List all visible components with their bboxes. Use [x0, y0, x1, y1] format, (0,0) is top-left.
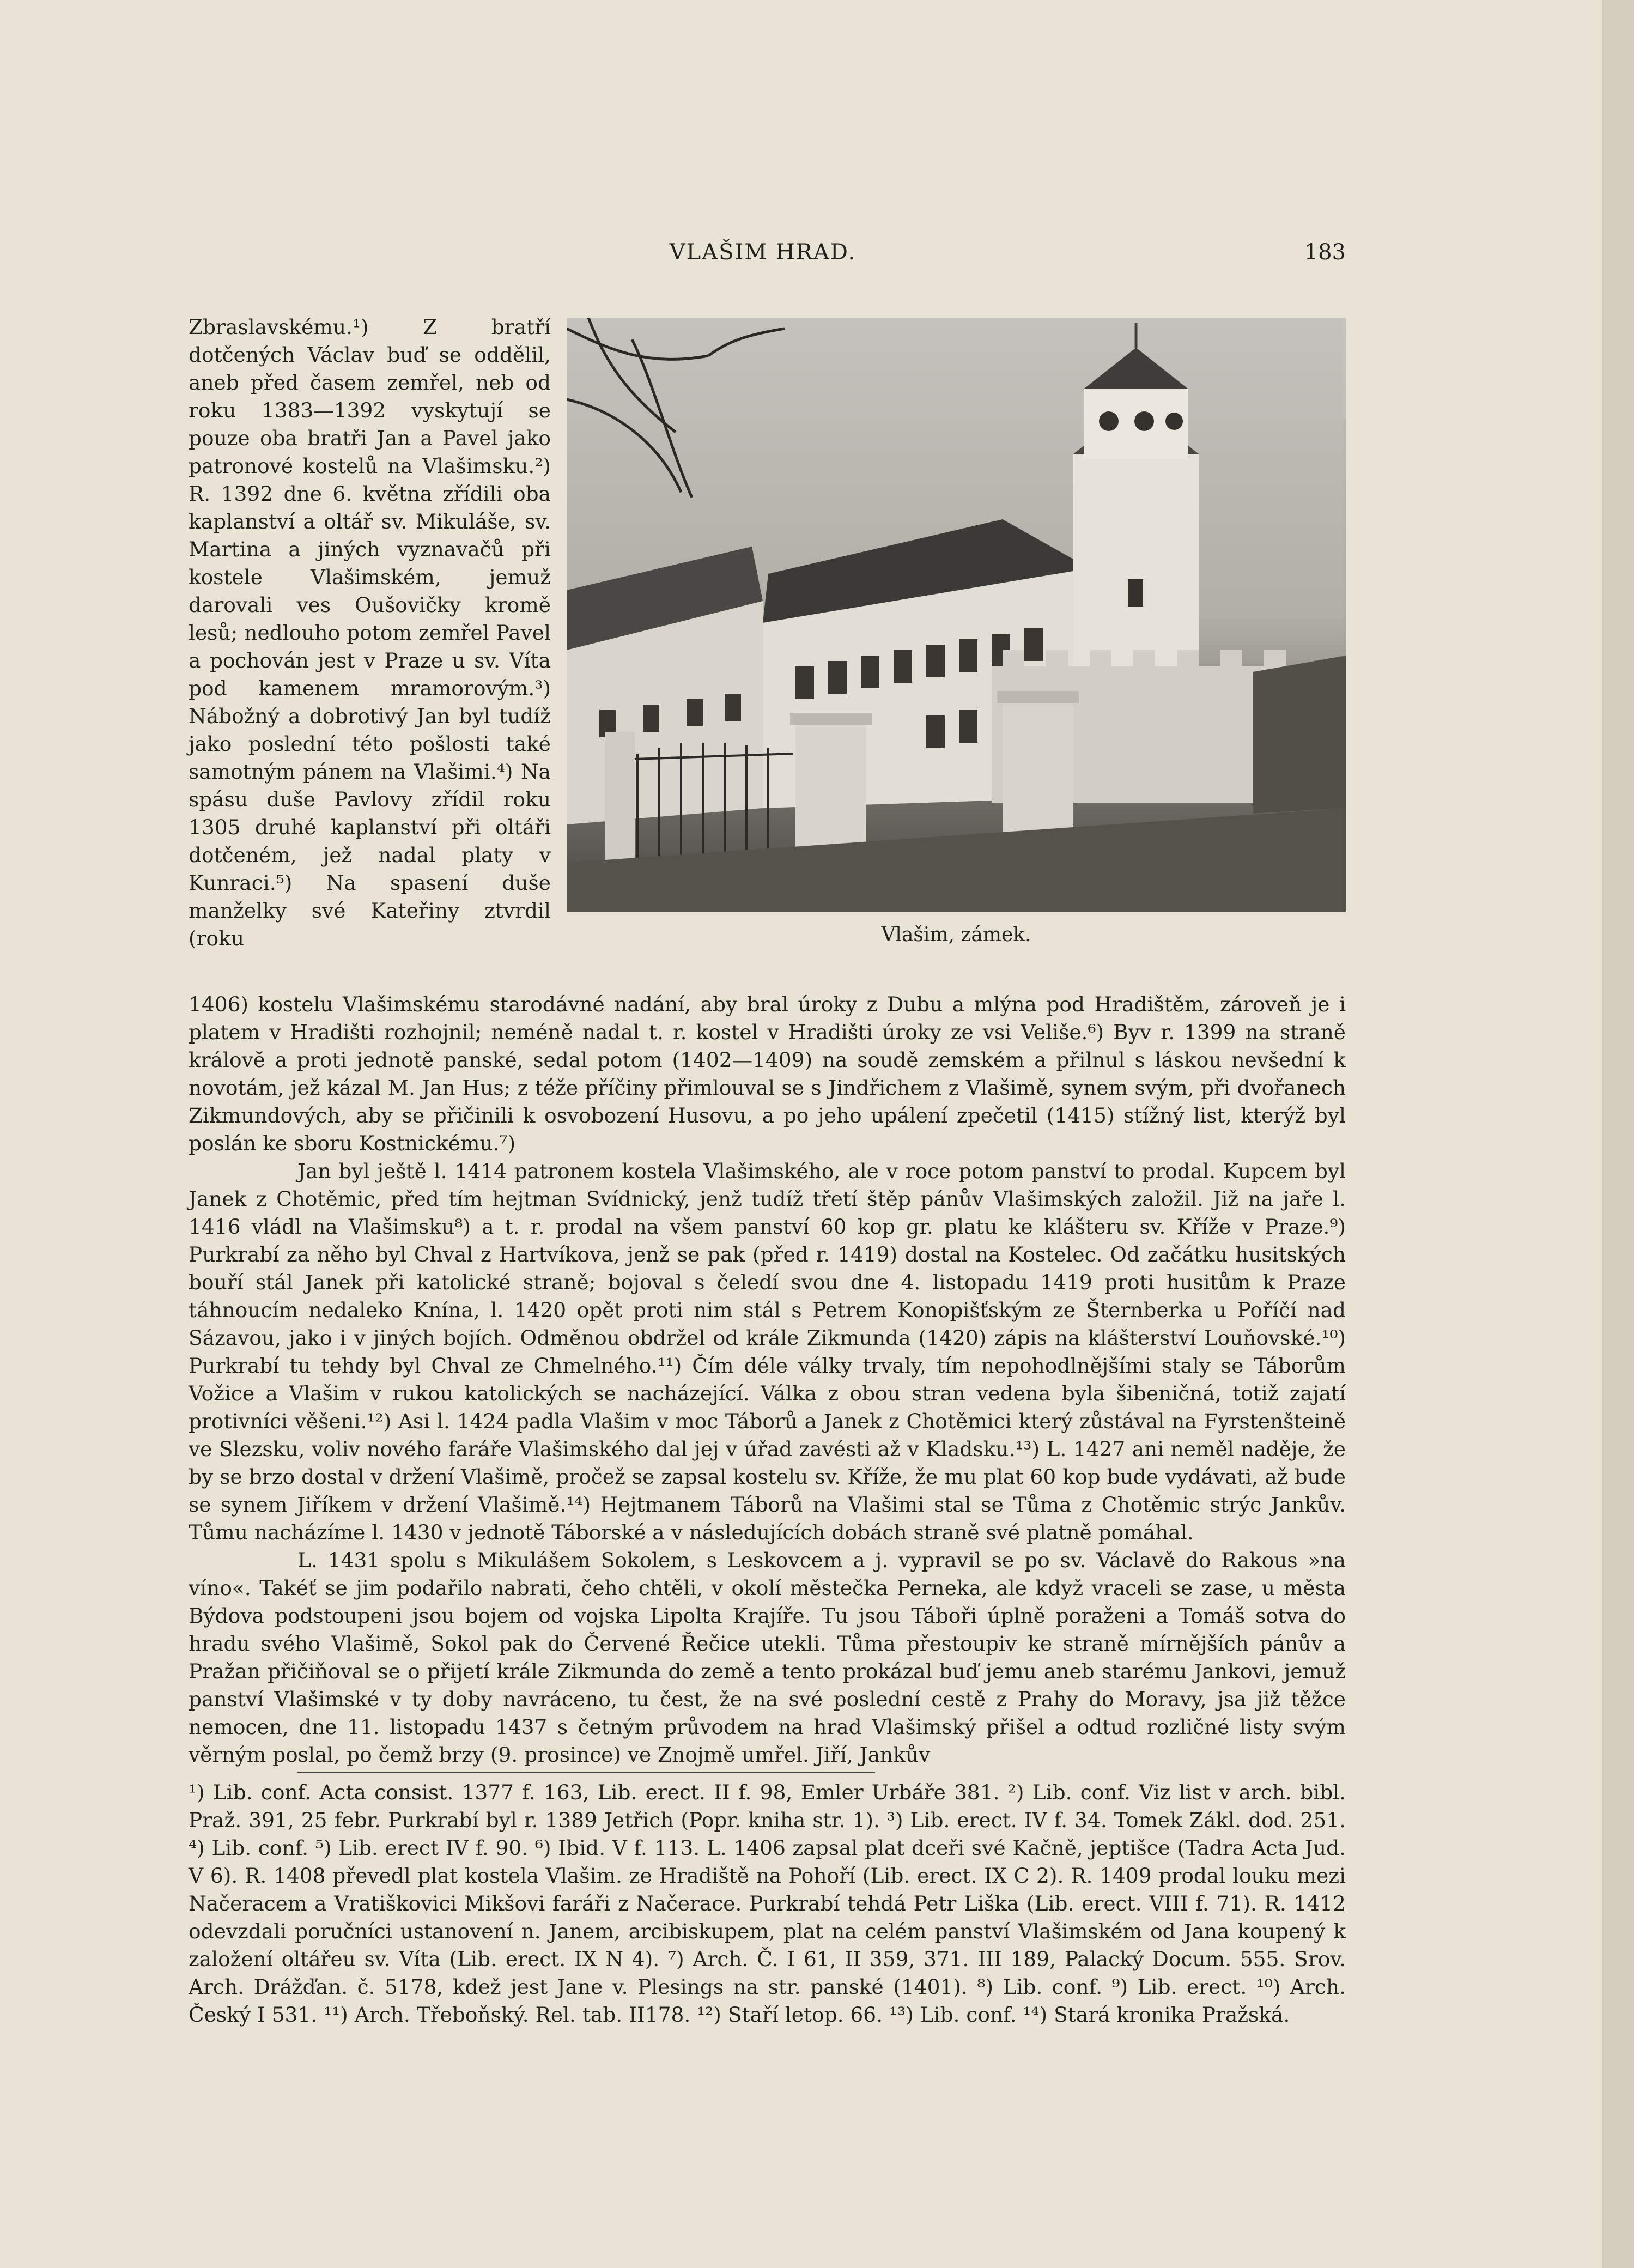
page-edge [1602, 0, 1634, 2268]
body-text [189, 991, 1346, 2029]
running-title: VLAŠIM HRAD. [669, 240, 857, 265]
running-header [180, 240, 1346, 272]
castle-figure [567, 318, 1346, 946]
footnotes: ¹) Lib. conf. Acta consist. 1377 f. 163, Lib. erect. II f. 98, Emler Urbáře 381. ²) Lib. conf. Viz list v arch. bibl. Praž. 391, 25 febr. Purkrabí byl r. 1389 Jetřich (Popr. kniha str. 1). ³) Lib. erect. IV f. 34. Tomek Zákl. dod. 251. ⁴) Lib. conf. ⁵) Lib. erect IV f. 90. ⁶) Ibid. V f. 113. L. 1406 zapsal plat dceři své Kačně, jeptišce (Tadra Acta Jud. V 6). R. 1408 převedl plat kostela Vlašim. ze Hradiště na Pohoří (Lib. erect. IX C 2). R. 1409 prodal louku mezi Načeracem a Vratiškovici Mikšovi faráři z Načerace. Purkrabí tehdá Petr Liška (Lib. erect. VIII f. 71). R. 1412 odevzdali poručníci ustanovení n. Janem, arcibiskupem, plat na celém panství Vlašimském od Jana koupený k založení oltářeu sv. Víta (Lib. erect. IX N 4). ⁷) Arch. Č. I 61, II 359, 371. III 189, Palacký Docum. 555. Srov. Arch. Drážďan. č. 5178, kdež jest Jane v. Plesings na str. panské (1401). ⁸) Lib. conf. ⁹) Lib. erect. ¹⁰) Arch. Český I 531. ¹¹) Arch. Třeboňský. Rel. tab. II178. ¹²) Staří letop. 66. ¹³) Lib. conf. ¹⁴) Stará kronika Pražská. [189, 1780, 1346, 2027]
paragraph-2: Jan byl ještě l. 1414 patronem kostela Vlašimského, ale v roce potom panství to prodal. Kupcem byl Janek z Chotěmic, před tím hejtman Svídnický, jenž tudíž třetí štěp pánův Vlašimských založil. Již na jaře l. 1416 vládl na Vlašimsku⁸) a t. r. prodal na všem panství 60 kop gr. platu ke klášteru sv. Kříže v Praze.⁹) Purkrabí za něho byl Chval z Hartvíkova, jenž se pak (před r. 1419) dostal na Kostelec. Od začátku husitských bouří stál Janek při katolické straně; bojoval s čeledí svou dne 4. listopadu 1419 proti husitům k Praze táhnoucím nedaleko Knína, l. 1420 opět proti nim stál s Petrem Konopišťským ze Šternberka u Poříčí nad Sázavou, jako i v jiných bojích. Odměnou obdržel od krále Zikmunda (1420) zápis na klášterství Louňovské.¹⁰) Purkrabí tu tehdy byl Chval ze Chmelného.¹¹) Čím déle války trvaly, tím nepohodlnějšími staly se Táborům Vožice a Vlašim v rukou katolických se nacházející. Válka z obou stran vedena byla šibeničná, totiž zajatí protivníci věšeni.¹²) Asi l. 1424 padla Vlašim v moc Táborů a Janek z Chotěmici který zůstával na Fyrstenšteině ve Slezsku, voliv nového faráře Vlašimského dal jej v úřad zavésti až v Kladsku.¹³) L. 1427 ani neměl naděje, že by se brzo dostal v držení Vlašimě, pročež se zapsal kostelu sv. Kříže, že mu plat 60 kop bude vydávati, až bude se synem Jiříkem v držení Vlašimě.¹⁴) Hejtmanem Táborů na Vlašimi stal se Tůma z Chotěmic strýc Jankův. Tůmu nacházíme l. 1430 v jednotě Táborské a v následujících dobách straně své platně pomáhal. [189, 1159, 1346, 1544]
figure-caption: Vlašim, zámek. [881, 924, 1031, 946]
page-number: 183 [1304, 240, 1346, 265]
footnote-rule [297, 1772, 875, 1773]
castle-photo [567, 318, 1346, 912]
column-text: Zbraslavskému.¹) Z bratří dotčených Václav buď se oddělil, aneb před časem zemřel, neb od roku 1383—1392 vyskytují se pouze oba bratři Jan a Pavel jako patronové kostelů na Vlašimsku.²) R. 1392 dne 6. května zřídili oba kaplanství a oltář sv. Mikuláše, sv. Martina a jiných vyznavačů při kostele Vlašimském, jemuž darovali ves Oušovičky kromě lesů; nedlouho potom zemřel Pavel a pochován jest v Praze u sv. Víta pod kamenem mramorovým.³) Nábožný a dobrotivý Jan byl tudíž jako poslední této pošlosti také samotným pánem na Vlašimi.⁴) Na spásu duše Pavlovy zřídil roku 1305 druhé kaplanství při oltáři dotčeném, jež nadal platy v Kunraci.⁵) Na spasení duše manželky své Kateřiny ztvrdil (roku [189, 315, 551, 950]
paragraph-1: 1406) kostelu Vlašimskému starodávné nadání, aby bral úroky z Dubu a mlýna pod Hradištěm, zároveň je i platem v Hradišti rozhojnil; neméně nadal t. r. kostel v Hradišti úroky ze vsi Veliše.⁶) Byv r. 1399 na straně královĕ a proti jednotě panské, sedal potom (1402—1409) na soudě zemském a přilnul s láskou nevšední k novotám, jež kázal M. Jan Hus; z téže příčiny přimlouval se s Jindřichem z Vlašimě, synem svým, při dvořanech Zikmundových, aby se přičinili k osvobození Husovu, a po jeho upálení zpečetil (1415) stížný list, kterýž byl poslán ke sboru Kostnickému.⁷) [189, 992, 1346, 1155]
paragraph-3: L. 1431 spolu s Mikulášem Sokolem, s Leskovcem a j. vypravil se po sv. Václavě do Rakous »na víno«. Takéť se jim podařilo nabrati, čeho chtěli, v okolí městečka Perneka, ale když vraceli se zase, u města Býdova podstoupeni jsou bojem od vojska Lipolta Krajíře. Tu jsou Táboři úplně poraženi a Tomáš sotva do hradu svého Vlašimě, Sokol pak do Červené Řečice utekli. Tůma přestoupiv ke straně mírnějších pánův a Pražan přičiňoval se o přijetí krále Zikmunda do země a tento prokázal buď jemu aneb starému Jankovi, jemuž panství Vlašimské v ty doby navráceno, tu čest, že na své poslední cestě z Prahy do Moravy, jsa již těžce nemocen, dne 11. listopadu 1437 s četným průvodem na hrad Vlašimský přišel a odtud rozličné listy svým věrným poslal, po čemž brzy (9. prosince) ve Znojmě umřel. Jiří, Jankův [189, 1548, 1346, 1767]
castle-illustration [567, 318, 1346, 912]
